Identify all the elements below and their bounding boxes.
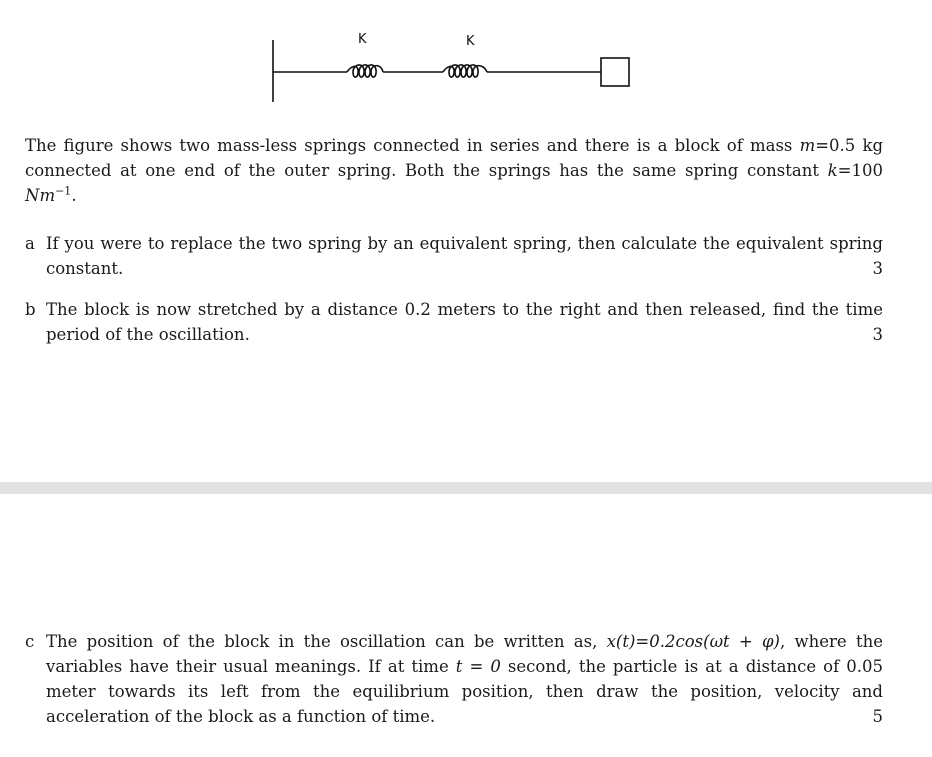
- spring-label-2: K: [466, 34, 475, 49]
- spring-diagram: [265, 30, 645, 110]
- question-marks: 3: [872, 259, 883, 278]
- question-marks: 5: [872, 707, 883, 726]
- spring-label-1: K: [358, 32, 367, 47]
- question-text: The block is now stretched by a distance 0.2 meters to the right and then released, find the time period of the oscillation.: [46, 300, 883, 344]
- question-text: If you were to replace the two spring by an equivalent spring, then calculate the equivalent spring constant.: [46, 234, 883, 278]
- spring-2-coil: [443, 65, 487, 77]
- question-c: [25, 629, 883, 729]
- page-separator: [0, 482, 932, 494]
- question-letter: a: [25, 234, 35, 253]
- intro-paragraph: The figure shows two mass-less springs connected in series and there is a block of mass m=0.5 kg connected at one end of the outer spring. Both the springs has the same spring constant k=100 $Nm^{-1}$.: [25, 136, 884, 205]
- page-2: [0, 494, 932, 757]
- question-b: [25, 297, 883, 347]
- question-marks: 3: [872, 325, 883, 344]
- question-a: [25, 231, 883, 281]
- spring-figure: [265, 30, 645, 110]
- question-letter: c: [25, 632, 35, 651]
- question-letter: b: [25, 300, 36, 319]
- question-text: The position of the block in the oscillation can be written as, x(t)=0.2cos(ωt + φ), where the variables have their usual meanings. If at time t = 0 second, the particle is at a distance of 0.05 meter towards its left from the equilibrium position, then draw the position, velocity and acceleration of the block as a function of time.: [46, 632, 884, 726]
- mass-block: [601, 58, 629, 86]
- spring-1-coil: [347, 65, 383, 77]
